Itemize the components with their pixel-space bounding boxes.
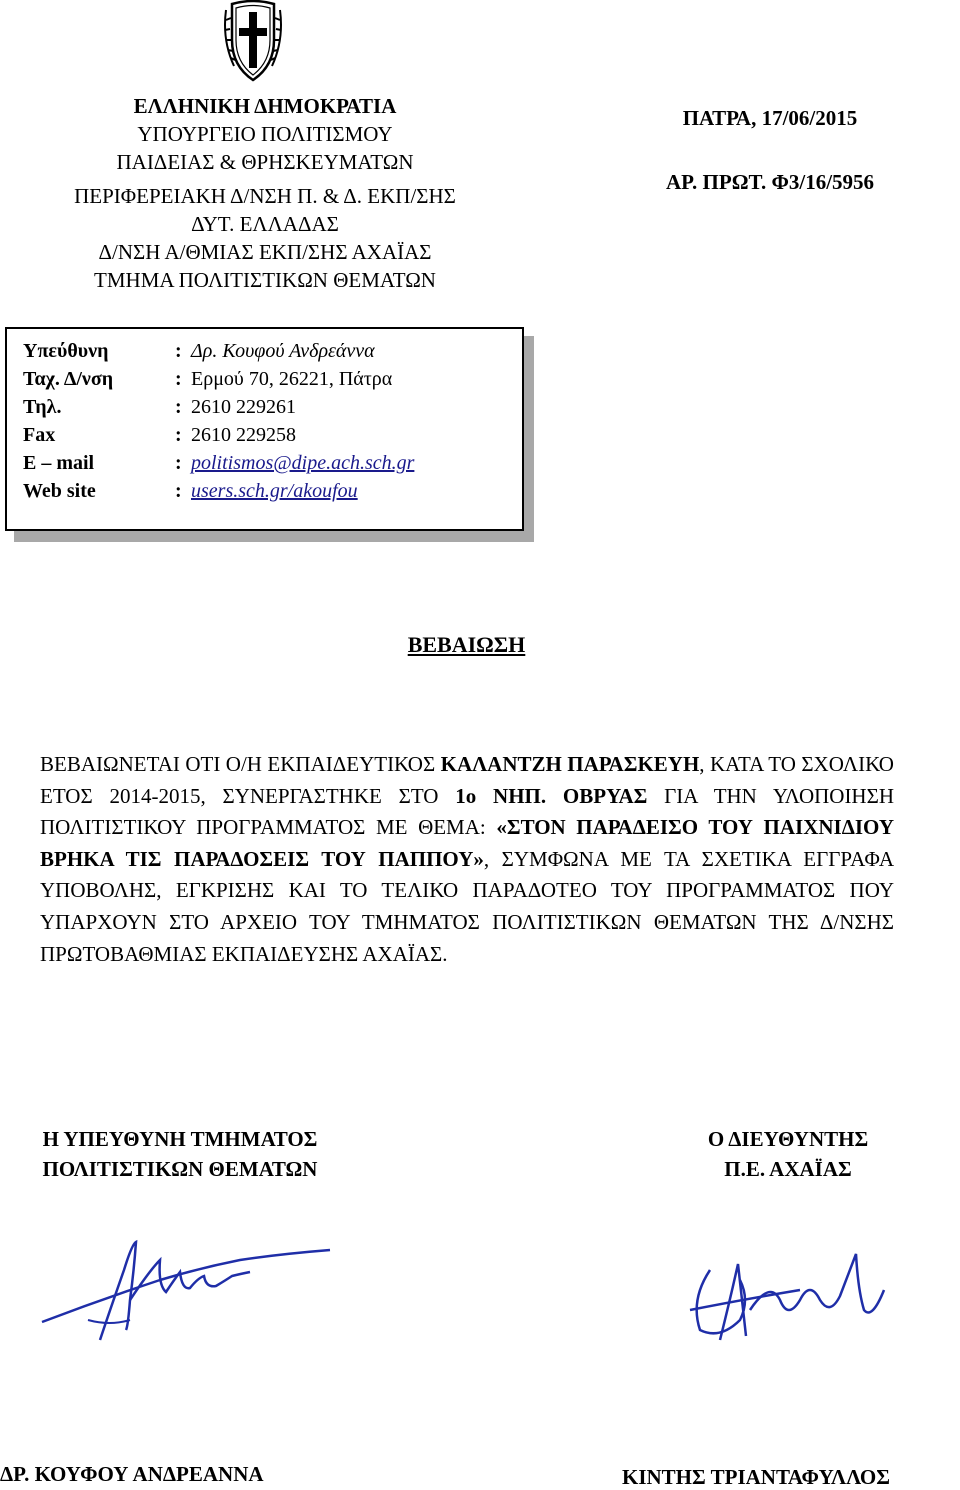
document-meta	[640, 104, 900, 196]
left-signatory-name: ΔΡ. ΚΟΥΦΟΥ ΑΝΔΡΕΑΝΝΑ	[0, 1462, 264, 1486]
contact-separator: :	[175, 340, 182, 362]
left-signatory-title	[0, 1124, 360, 1184]
contact-value: Ερμού 70, 26221, Πάτρα	[191, 368, 393, 390]
header-line: ΤΜΗΜΑ ΠΟΛΙΤΙΣΤΙΚΩΝ ΘΕΜΑΤΩΝ	[94, 268, 436, 292]
header-line: ΠΕΡΙΦΕΡΕΙΑΚΗ Δ/ΝΣΗ Π. & Δ. ΕΚΠ/ΣΗΣ	[74, 184, 456, 208]
header-line: ΠΑΙΔΕΙΑΣ & ΘΡΗΣΚΕΥΜΑΤΩΝ	[116, 150, 414, 174]
contact-label: Ταχ. Δ/νση	[23, 368, 114, 390]
body-text: ΓΙΑ ΤΗΝ ΥΛΟΠΟΙΗΣΗ ΠΟΛΙΤΙΣΤΙΚΟΥ ΠΡΟΓΡΑΜΜΑΤΟΣ ΜΕ ΘΕΜΑ:	[40, 783, 894, 840]
contact-label: Fax	[23, 424, 56, 446]
contact-label: Υπεύθυνη	[23, 340, 109, 362]
contact-box	[5, 327, 524, 531]
website-link[interactable]: users.sch.gr/akoufou	[191, 480, 358, 502]
document-title: ΒΕΒΑΙΩΣΗ	[407, 632, 526, 657]
issuer-header	[30, 92, 500, 294]
body-text: ΒΕΒΑΙΩΝΕΤΑΙ ΟΤΙ Ο/Η ΕΚΠΑΙΔΕΥΤΙΚΟΣ	[40, 752, 441, 776]
header-line: ΕΛΛΗΝΙΚΗ ΔΗΜΟΚΡΑΤΙΑ	[133, 94, 397, 118]
contact-separator: :	[175, 424, 182, 446]
header-line: Δ/ΝΣΗ Α/ΘΜΙΑΣ ΕΚΠ/ΣΗΣ ΑΧΑΪΑΣ	[98, 240, 432, 264]
signatory-title-line: Η ΥΠΕΥΘΥΝΗ ΤΜΗΜΑΤΟΣ	[42, 1127, 318, 1151]
protocol-number: ΑΡ. ΠΡΩΤ. Φ3/16/5956	[665, 170, 875, 194]
body-text: , ΚΑΤΑ ΤΟ ΣΧΟΛΙΚΟ ΕΤΟΣ 2014-2015, ΣΥΝΕΡΓΑΣΤΗΚΕ ΣΤΟ	[40, 752, 894, 808]
contact-value: Δρ. Κουφού Ανδρεάννα	[191, 340, 375, 362]
program-theme: «ΣΤΟΝ ΠΑΡΑΔΕΙΣΟ ΤΟΥ ΠΑΙΧΝΙΔΙΟΥ ΒΡΗΚΑ ΤΙΣ ΠΑΡΑΔΟΣΕΙΣ ΤΟΥ ΠΑΠΠΟΥ»	[40, 815, 894, 871]
signatory-title-line: Ο ΔΙΕΥΘΥΝΤΗΣ	[707, 1127, 869, 1151]
school-name: 1ο ΝΗΠ. ΟΒΡΥΑΣ	[455, 783, 648, 808]
header-line: ΥΠΟΥΡΓΕΙΟ ΠΟΛΙΤΙΣΜΟΥ	[137, 122, 393, 146]
contact-value: 2610 229258	[191, 424, 296, 446]
certificate-body	[40, 749, 894, 970]
contact-label: Τηλ.	[23, 396, 62, 418]
contact-label: Web site	[23, 480, 96, 502]
greek-coat-of-arms-icon	[222, 0, 284, 84]
document-date: ΠΑΤΡΑ, 17/06/2015	[682, 106, 858, 130]
contact-separator: :	[175, 396, 182, 418]
teacher-name: ΚΑΛΑΝΤΖΗ ΠΑΡΑΣΚΕΥΗ	[440, 752, 700, 776]
header-line: ΔΥΤ. ΕΛΛΑΔΑΣ	[191, 212, 339, 236]
signatory-title-line: Π.Ε. ΑΧΑΪΑΣ	[724, 1157, 852, 1181]
signatory-title-line: ΠΟΛΙΤΙΣΤΙΚΩΝ ΘΕΜΑΤΩΝ	[42, 1157, 318, 1181]
email-link[interactable]: politismos@dipe.ach.sch.gr	[191, 452, 415, 474]
body-text: , ΣΥΜΦΩΝΑ ΜΕ ΤΑ ΣΧΕΤΙΚΑ ΕΓΓΡΑΦΑ ΥΠΟΒΟΛΗΣ, ΕΓΚΡΙΣΗΣ ΚΑΙ ΤΟ ΤΕΛΙΚΟ ΠΑΡΑΔΟΤΕΟ ΤΟΥ ΠΡΟΓΡΑΜΜΑΤΟΣ ΠΟΥ ΥΠΑΡΧΟΥΝ ΣΤΟ ΑΡΧΕΙΟ ΤΟΥ ΤΜΗΜΑΤΟΣ ΠΟΛΙΤΙΣΤΙΚΩΝ ΘΕΜΑΤΩΝ ΤΗΣ Δ/ΝΣΗΣ ΠΡΩΤΟΒΑΘΜΙΑΣ ΕΚΠΑΙΔΕΥΣΗΣ ΑΧΑΪΑΣ.	[40, 846, 894, 966]
contact-label: E – mail	[23, 452, 95, 474]
contact-separator: :	[175, 480, 182, 502]
right-signatory-title	[658, 1124, 918, 1184]
contact-value: 2610 229261	[191, 396, 296, 418]
handwritten-signature-icon	[680, 1240, 900, 1360]
contact-separator: :	[175, 368, 182, 390]
handwritten-signature-icon	[40, 1230, 340, 1350]
contact-separator: :	[175, 452, 182, 474]
right-signatory-name: ΚΙΝΤΗΣ ΤΡΙΑΝΤΑΦΥΛΛΟΣ	[622, 1465, 890, 1489]
